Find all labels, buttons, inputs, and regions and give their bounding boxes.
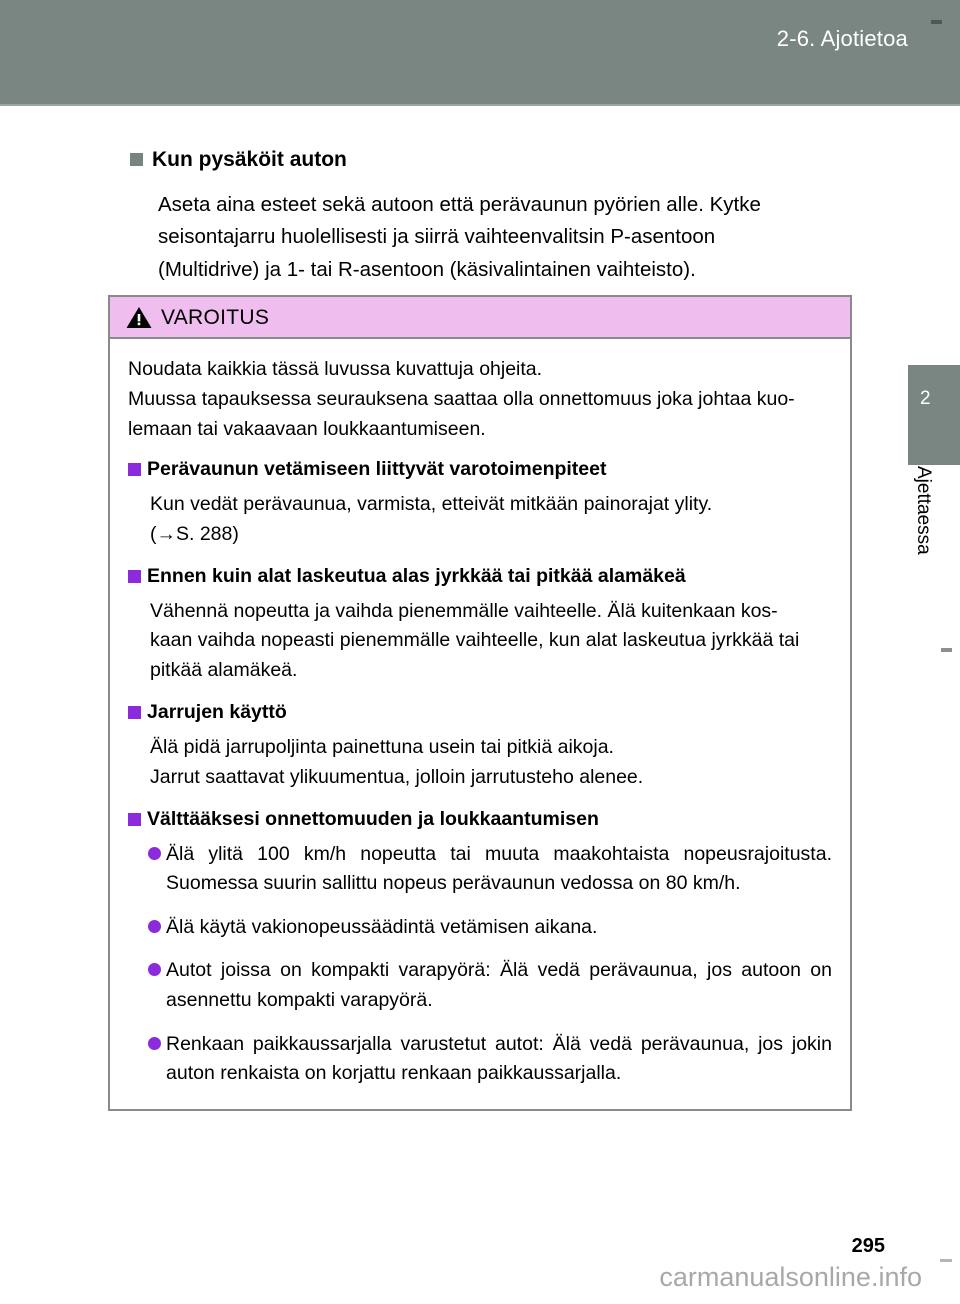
purple-dot-bullet-icon [148, 920, 161, 933]
list-item [148, 840, 832, 899]
list-item-text: Älä ylitä 100 km/h nopeutta tai muuta maakohtaista nopeusrajoitusta. Suomessa suurin sallittu nopeus perävaunun vedossa on 80 km/h. [166, 842, 832, 895]
crop-mark-icon [941, 648, 952, 652]
section-body [158, 189, 852, 286]
warning-box-body [110, 339, 850, 1109]
gray-square-bullet-icon [130, 153, 143, 166]
section-heading [130, 148, 852, 171]
list-item-text: Autot joissa on kompakti varapyörä: Älä vedä perävaunua, jos autoon on asennettu kompakti varapyörä. [166, 959, 832, 1012]
purple-square-bullet-icon [128, 463, 141, 476]
section-body-line: (Multidrive) ja 1- tai R-asentoon (käsivalintainen vaihteisto). [158, 257, 696, 281]
warning-subbody-line: kaan vaihda nopeasti pienemmälle vaihteelle, kun alat laskeutua jyrkkää tai [150, 629, 800, 652]
warning-bullet-list [148, 840, 832, 1089]
purple-dot-bullet-icon [148, 847, 161, 860]
section-body-line: Aseta aina esteet sekä autoon että perävaunun pyörien alle. Kytke [158, 193, 761, 217]
warning-intro [128, 355, 832, 444]
crop-mark-icon [940, 1259, 952, 1262]
warning-subheading-label: Välttääksesi onnettomuuden ja loukkaantumisen [147, 808, 599, 831]
warning-subheading-label: Ennen kuin alat laskeutua alas jyrkkää tai pitkää alamäkeä [147, 565, 686, 588]
warning-box-title: VAROITUS [161, 305, 270, 329]
warning-subbody [150, 597, 832, 686]
list-item [148, 1030, 832, 1089]
warning-subbody-line: Vähennä nopeutta ja vaihda pienemmälle vaihteelle. Älä kuitenkaan kos- [150, 599, 778, 622]
warning-intro-line: lemaan tai vakaavaan loukkaantumiseen. [128, 417, 486, 440]
warning-subheading [128, 701, 832, 723]
list-item-text: Älä käytä vakionopeussäädintä vetämisen aikana. [166, 915, 598, 938]
warning-subbody-line: Jarrut saattavat ylikuumentua, jolloin jarrutusteho alenee. [150, 765, 644, 788]
warning-subbody-line: Kun vedät perävaunua, varmista, etteivät mitkään painorajat ylity. [150, 492, 713, 515]
list-item [148, 913, 832, 943]
warning-subheading [128, 808, 832, 830]
warning-subbody [150, 490, 832, 549]
warning-intro-line: Noudata kaikkia tässä luvussa kuvattuja ohjeita. [128, 358, 543, 380]
page-number: 295 [851, 1235, 885, 1257]
warning-subbody-line: pitkää alamäkeä. [150, 658, 298, 681]
page-header-title: 2-6. Ajotietoa [776, 26, 908, 51]
purple-dot-bullet-icon [148, 963, 161, 976]
warning-triangle-icon [126, 306, 152, 329]
list-item [148, 956, 832, 1015]
chapter-tab-label: Ajettaessa [913, 466, 934, 555]
warning-subheading-label: Jarrujen käyttö [147, 701, 287, 724]
purple-square-bullet-icon [128, 706, 141, 719]
site-watermark: carmanualsonline.info [659, 1262, 922, 1292]
section-heading-label: Kun pysäköit auton [152, 148, 347, 171]
purple-square-bullet-icon [128, 813, 141, 826]
purple-square-bullet-icon [128, 570, 141, 583]
warning-intro-line: Muussa tapauksessa seurauksena saattaa olla onnettomuus joka johtaa kuo- [128, 387, 795, 410]
warning-subheading-label: Perävaunun vetämiseen liittyvät varotoimenpiteet [147, 458, 607, 481]
warning-subbody-line: (→S. 288) [150, 522, 239, 545]
warning-box-header [110, 297, 850, 339]
crop-mark-icon [931, 20, 942, 24]
chapter-tab [908, 365, 960, 465]
main-content [130, 148, 852, 286]
warning-box [108, 295, 852, 1111]
chapter-tab-number: 2 [920, 388, 931, 409]
warning-subbody-line: Älä pidä jarrupoljinta painettuna usein tai pitkiä aikoja. [150, 735, 614, 758]
warning-subheading [128, 458, 832, 480]
page-header-band [0, 0, 960, 106]
list-item-text: Renkaan paikkaussarjalla varustetut autot: Älä vedä perävaunua, jos jokin auton renkaista on korjattu renkaan paikkaussarjalla. [166, 1032, 832, 1085]
warning-subheading [128, 565, 832, 587]
section-body-line: seisontajarru huolellisesti ja siirrä vaihteenvalitsin P-asentoon [158, 225, 716, 249]
purple-dot-bullet-icon [148, 1037, 161, 1050]
warning-subbody [150, 733, 832, 792]
